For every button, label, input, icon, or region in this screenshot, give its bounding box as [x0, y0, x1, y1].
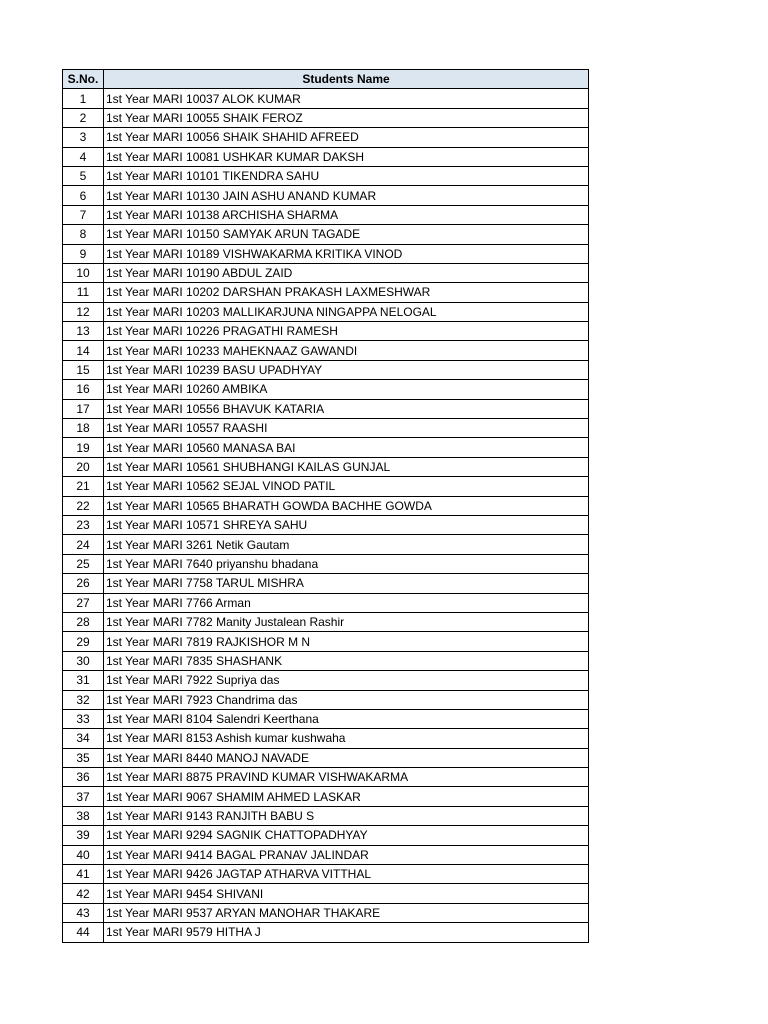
serial-number-cell: 23 — [63, 515, 104, 534]
serial-number-cell: 21 — [63, 477, 104, 496]
students-name-column-header: Students Name — [104, 70, 589, 89]
serial-number-cell: 3 — [63, 128, 104, 147]
table-row — [63, 515, 589, 534]
table-row — [63, 438, 589, 457]
student-name-cell: 1st Year MARI 8104 Salendri Keerthana — [104, 709, 589, 728]
table-row — [63, 768, 589, 787]
student-name-cell: 1st Year MARI 10202 DARSHAN PRAKASH LAXMESHWAR — [104, 283, 589, 302]
serial-number-cell: 14 — [63, 341, 104, 360]
serial-number-cell: 15 — [63, 360, 104, 379]
table-body — [63, 89, 589, 942]
table-row — [63, 651, 589, 670]
student-name-cell: 1st Year MARI 7819 RAJKISHOR M N — [104, 632, 589, 651]
table-row — [63, 457, 589, 476]
student-name-cell: 1st Year MARI 10081 USHKAR KUMAR DAKSH — [104, 147, 589, 166]
student-name-cell: 1st Year MARI 10055 SHAIK FEROZ — [104, 108, 589, 127]
student-name-cell: 1st Year MARI 3261 Netik Gautam — [104, 535, 589, 554]
serial-number-cell: 35 — [63, 748, 104, 767]
table-row — [63, 322, 589, 341]
serial-number-cell: 12 — [63, 302, 104, 321]
serial-number-cell: 18 — [63, 419, 104, 438]
table-row — [63, 574, 589, 593]
table-row — [63, 477, 589, 496]
serial-number-cell: 8 — [63, 225, 104, 244]
serial-number-cell: 6 — [63, 186, 104, 205]
student-name-cell: 1st Year MARI 7766 Arman — [104, 593, 589, 612]
serial-number-cell: 36 — [63, 768, 104, 787]
serial-number-cell: 19 — [63, 438, 104, 457]
table-row — [63, 593, 589, 612]
serial-number-cell: 7 — [63, 205, 104, 224]
serial-number-cell: 30 — [63, 651, 104, 670]
table-row — [63, 554, 589, 573]
student-name-cell: 1st Year MARI 10260 AMBIKA — [104, 380, 589, 399]
student-name-cell: 1st Year MARI 10138 ARCHISHA SHARMA — [104, 205, 589, 224]
serial-number-cell: 25 — [63, 554, 104, 573]
student-name-cell: 1st Year MARI 8440 MANOJ NAVADE — [104, 748, 589, 767]
student-name-cell: 1st Year MARI 10190 ABDUL ZAID — [104, 263, 589, 282]
table-row — [63, 612, 589, 631]
student-name-cell: 1st Year MARI 7835 SHASHANK — [104, 651, 589, 670]
serial-number-cell: 17 — [63, 399, 104, 418]
student-name-cell: 1st Year MARI 10556 BHAVUK KATARIA — [104, 399, 589, 418]
student-name-cell: 1st Year MARI 7782 Manity Justalean Rashir — [104, 612, 589, 631]
table-row — [63, 671, 589, 690]
serial-number-cell: 4 — [63, 147, 104, 166]
table-row — [63, 748, 589, 767]
student-name-cell: 1st Year MARI 10101 TIKENDRA SAHU — [104, 166, 589, 185]
student-name-cell: 1st Year MARI 10056 SHAIK SHAHID AFREED — [104, 128, 589, 147]
student-name-cell: 1st Year MARI 9537 ARYAN MANOHAR THAKARE — [104, 903, 589, 922]
table-row — [63, 690, 589, 709]
table-row — [63, 845, 589, 864]
table-row — [63, 729, 589, 748]
serial-number-cell: 41 — [63, 865, 104, 884]
table-row — [63, 535, 589, 554]
serial-number-cell: 40 — [63, 845, 104, 864]
student-name-cell: 1st Year MARI 10557 RAASHI — [104, 419, 589, 438]
serial-number-cell: 22 — [63, 496, 104, 515]
student-name-cell: 1st Year MARI 7923 Chandrima das — [104, 690, 589, 709]
serial-number-cell: 38 — [63, 806, 104, 825]
serial-number-cell: 5 — [63, 166, 104, 185]
student-name-cell: 1st Year MARI 9426 JAGTAP ATHARVA VITTHAL — [104, 865, 589, 884]
table-row — [63, 108, 589, 127]
table-row — [63, 380, 589, 399]
serial-number-cell: 32 — [63, 690, 104, 709]
serial-number-cell: 11 — [63, 283, 104, 302]
student-name-cell: 1st Year MARI 10565 BHARATH GOWDA BACHHE GOWDA — [104, 496, 589, 515]
student-name-cell: 1st Year MARI 8153 Ashish kumar kushwaha — [104, 729, 589, 748]
table-row — [63, 826, 589, 845]
student-name-cell: 1st Year MARI 10561 SHUBHANGI KAILAS GUNJAL — [104, 457, 589, 476]
serial-number-cell: 44 — [63, 923, 104, 942]
table-row — [63, 787, 589, 806]
student-name-cell: 1st Year MARI 10571 SHREYA SAHU — [104, 515, 589, 534]
student-name-cell: 1st Year MARI 8875 PRAVIND KUMAR VISHWAKARMA — [104, 768, 589, 787]
serial-number-cell: 37 — [63, 787, 104, 806]
serial-number-cell: 2 — [63, 108, 104, 127]
serial-number-cell: 13 — [63, 322, 104, 341]
table-row — [63, 244, 589, 263]
serial-number-cell: 34 — [63, 729, 104, 748]
table-row — [63, 806, 589, 825]
student-name-cell: 1st Year MARI 7922 Supriya das — [104, 671, 589, 690]
student-name-cell: 1st Year MARI 10203 MALLIKARJUNA NINGAPPA NELOGAL — [104, 302, 589, 321]
table-row — [63, 166, 589, 185]
serial-number-cell: 29 — [63, 632, 104, 651]
table-row — [63, 89, 589, 108]
student-name-cell: 1st Year MARI 10239 BASU UPADHYAY — [104, 360, 589, 379]
student-name-cell: 1st Year MARI 10037 ALOK KUMAR — [104, 89, 589, 108]
student-name-cell: 1st Year MARI 7758 TARUL MISHRA — [104, 574, 589, 593]
serial-number-cell: 27 — [63, 593, 104, 612]
table-row — [63, 341, 589, 360]
table-row — [63, 496, 589, 515]
serial-number-cell: 9 — [63, 244, 104, 263]
serial-number-cell: 39 — [63, 826, 104, 845]
table-row — [63, 128, 589, 147]
table-row — [63, 709, 589, 728]
serial-number-cell: 10 — [63, 263, 104, 282]
student-name-cell: 1st Year MARI 10130 JAIN ASHU ANAND KUMAR — [104, 186, 589, 205]
student-name-cell: 1st Year MARI 9414 BAGAL PRANAV JALINDAR — [104, 845, 589, 864]
serial-number-cell: 20 — [63, 457, 104, 476]
table-header-row — [63, 70, 589, 89]
serial-number-cell: 28 — [63, 612, 104, 631]
table-row — [63, 186, 589, 205]
table-row — [63, 147, 589, 166]
student-name-cell: 1st Year MARI 9579 HITHA J — [104, 923, 589, 942]
serial-number-cell: 24 — [63, 535, 104, 554]
student-list-sheet — [62, 69, 588, 943]
student-name-cell: 1st Year MARI 9294 SAGNIK CHATTOPADHYAY — [104, 826, 589, 845]
student-name-cell: 1st Year MARI 10233 MAHEKNAAZ GAWANDI — [104, 341, 589, 360]
table-row — [63, 205, 589, 224]
serial-number-cell: 43 — [63, 903, 104, 922]
table-row — [63, 283, 589, 302]
serial-number-cell: 26 — [63, 574, 104, 593]
table-row — [63, 360, 589, 379]
student-name-cell: 1st Year MARI 9143 RANJITH BABU S — [104, 806, 589, 825]
sno-column-header: S.No. — [63, 70, 104, 89]
table-row — [63, 903, 589, 922]
student-name-cell: 1st Year MARI 9067 SHAMIM AHMED LASKAR — [104, 787, 589, 806]
serial-number-cell: 16 — [63, 380, 104, 399]
table-row — [63, 884, 589, 903]
student-name-cell: 1st Year MARI 9454 SHIVANI — [104, 884, 589, 903]
student-name-cell: 1st Year MARI 10562 SEJAL VINOD PATIL — [104, 477, 589, 496]
student-name-cell: 1st Year MARI 10150 SAMYAK ARUN TAGADE — [104, 225, 589, 244]
table-row — [63, 225, 589, 244]
serial-number-cell: 42 — [63, 884, 104, 903]
student-name-cell: 1st Year MARI 7640 priyanshu bhadana — [104, 554, 589, 573]
table-row — [63, 419, 589, 438]
table-row — [63, 632, 589, 651]
serial-number-cell: 31 — [63, 671, 104, 690]
students-table — [62, 69, 589, 943]
student-name-cell: 1st Year MARI 10226 PRAGATHI RAMESH — [104, 322, 589, 341]
table-row — [63, 399, 589, 418]
table-row — [63, 263, 589, 282]
serial-number-cell: 1 — [63, 89, 104, 108]
student-name-cell: 1st Year MARI 10560 MANASA BAI — [104, 438, 589, 457]
table-row — [63, 923, 589, 942]
table-row — [63, 865, 589, 884]
serial-number-cell: 33 — [63, 709, 104, 728]
table-row — [63, 302, 589, 321]
student-name-cell: 1st Year MARI 10189 VISHWAKARMA KRITIKA VINOD — [104, 244, 589, 263]
